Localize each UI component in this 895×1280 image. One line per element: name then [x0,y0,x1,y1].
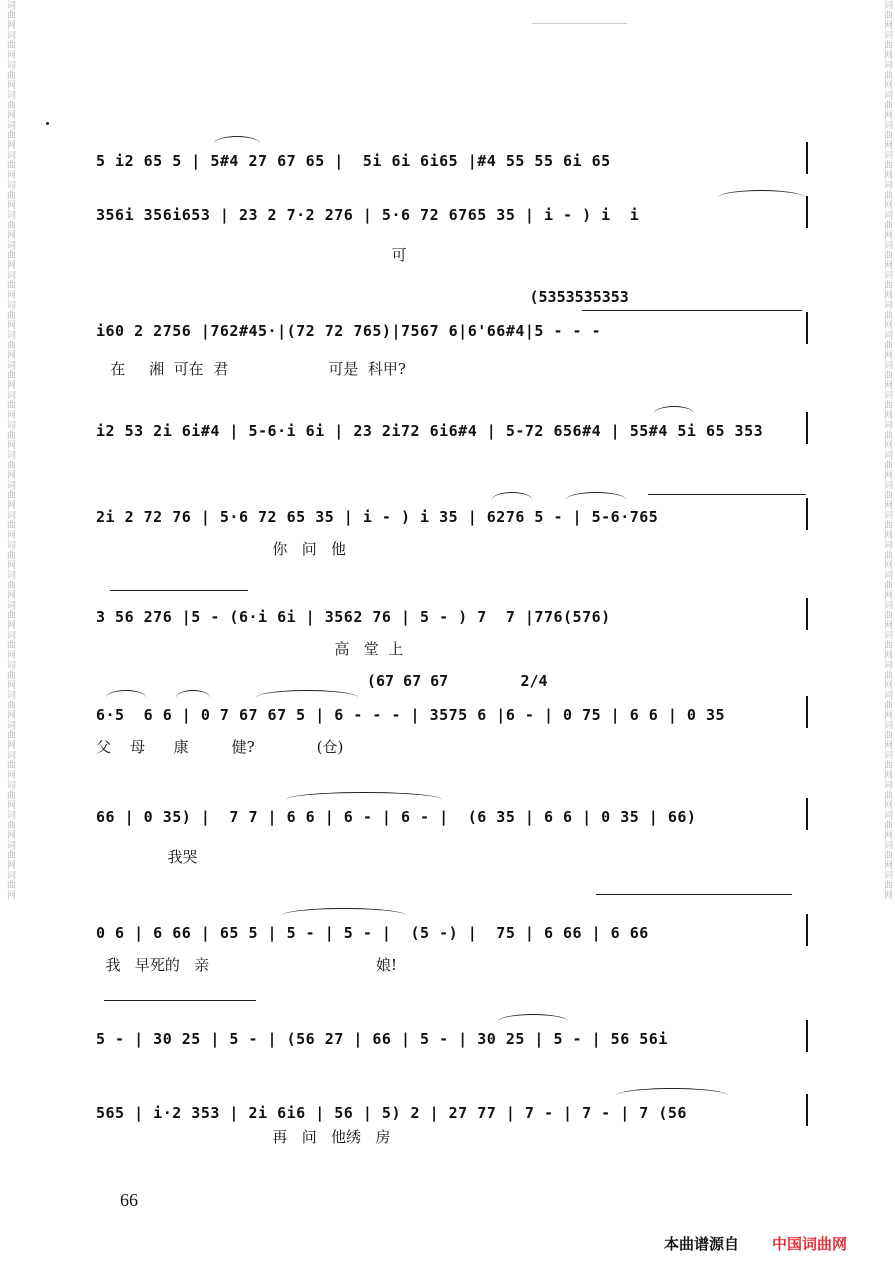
instrumental-line: (5353535353 [96,288,629,306]
notation-line: 3 56 276 |5 - (6·i 6i | 3562 76 | 5 - ) 7 7 |776(576) [96,608,611,626]
notation-line: i2 53 2i 6i#4 | 5-6·i 6i | 23 2i72 6i6#4 | 5-72 656#4 | 55#4 5i 65 353 [96,422,764,440]
score-system-9 [96,882,808,972]
notation-line: 356i 356i653 | 23 2 7·2 276 | 5·6 72 6765 35 | i - ) i i [96,206,640,224]
score-system-5 [96,466,808,556]
notation-line: 6·5 6 6 | 0 7 67 67 5 | 6 - - - | 3575 6 |6 - | 0 75 | 6 6 | 0 35 [96,706,726,724]
barline [806,1094,808,1126]
score-system-11 [96,1062,808,1152]
slur [616,1088,728,1103]
slur [106,690,146,705]
lyrics-line: 我 早死的 亲 娘! [96,956,398,974]
slur [286,792,442,807]
slur [718,190,804,205]
watermark-strip-right: 词曲网词曲网词曲网词曲网词曲网词曲网词曲网词曲网词曲网词曲网词曲网词曲网词曲网词曲网词曲网词曲网词曲网词曲网词曲网词曲网词曲网词曲网词曲网词曲网词曲网词曲网词曲网词曲网词曲网词曲网 [882,0,892,900]
slur [492,492,532,507]
lyrics-line: 再 问 他绣 房 [96,1128,391,1146]
slur [256,690,358,705]
source-label: 本曲谱源自 [664,1235,740,1253]
extension-line [596,894,792,895]
extension-line [648,494,806,495]
slur [498,1014,568,1029]
score-system-7 [96,664,808,754]
notation-line: 66 | 0 35) | 7 7 | 6 6 | 6 - | 6 - | (6 35 | 6 6 | 0 35 | 66) [96,808,697,826]
barline [806,798,808,830]
notation-line: 0 6 | 6 66 | 65 5 | 5 - | 5 - | (5 -) | 75 | 6 66 | 6 66 [96,924,649,942]
lyrics-line: 在 湘 可在 君 可是 科甲? [96,360,406,378]
lyrics-line: 可 [96,246,407,264]
barline [806,598,808,630]
lyrics-line: 你 问 他 [96,540,347,558]
score-system-3 [96,280,808,378]
instrumental-line: (67 67 67 2/4 [96,672,548,690]
slur [176,690,210,705]
slur [566,492,626,507]
notation-line: 565 | i·2 353 | 2i 6i6 | 56 | 5) 2 | 27 77 | 7 - | 7 - | 7 (56 [96,1104,687,1122]
lyrics-line: 高 堂 上 [96,640,404,658]
slur [214,136,260,151]
barline [806,1020,808,1052]
notation-line: 2i 2 72 76 | 5·6 72 65 35 | i - ) i 35 | 6276 5 - | 5-6·765 [96,508,659,526]
lyrics-line: 我哭 [96,848,198,866]
top-rule [532,23,627,24]
slur [282,908,406,923]
barline [806,312,808,344]
barline [806,914,808,946]
notation-line: i60 2 2756 |762#45·|(72 72 765)|7567 6|6'66#4|5 - - - [96,322,602,340]
source-site-link[interactable]: 中国词曲网 [772,1235,848,1253]
barline [806,696,808,728]
score-system-4 [96,380,808,470]
barline [806,196,808,228]
lyrics-line: 父 母 康 健? (仓) [96,738,344,756]
margin-mark [46,122,49,125]
score-system-2 [96,164,808,264]
barline [806,412,808,444]
barline [806,498,808,530]
slur [654,406,694,421]
notation-line: 5 - | 30 25 | 5 - | (56 27 | 66 | 5 - | 30 25 | 5 - | 56 56i [96,1030,668,1048]
extension-line [104,1000,256,1001]
score-system-8 [96,766,808,866]
page-number: 66 [120,1190,138,1210]
extension-line [582,310,802,311]
notation-line: 5 i2 65 5 | 5#4 27 67 65 | 5i 6i 6i65 |#4 55 55 6i 65 [96,152,611,170]
extension-line [110,590,248,591]
watermark-strip-left: 词曲网词曲网词曲网词曲网词曲网词曲网词曲网词曲网词曲网词曲网词曲网词曲网词曲网词曲网词曲网词曲网词曲网词曲网词曲网词曲网词曲网词曲网词曲网词曲网词曲网词曲网词曲网词曲网词曲网词曲网 [5,0,15,900]
score-system-6 [96,566,808,656]
